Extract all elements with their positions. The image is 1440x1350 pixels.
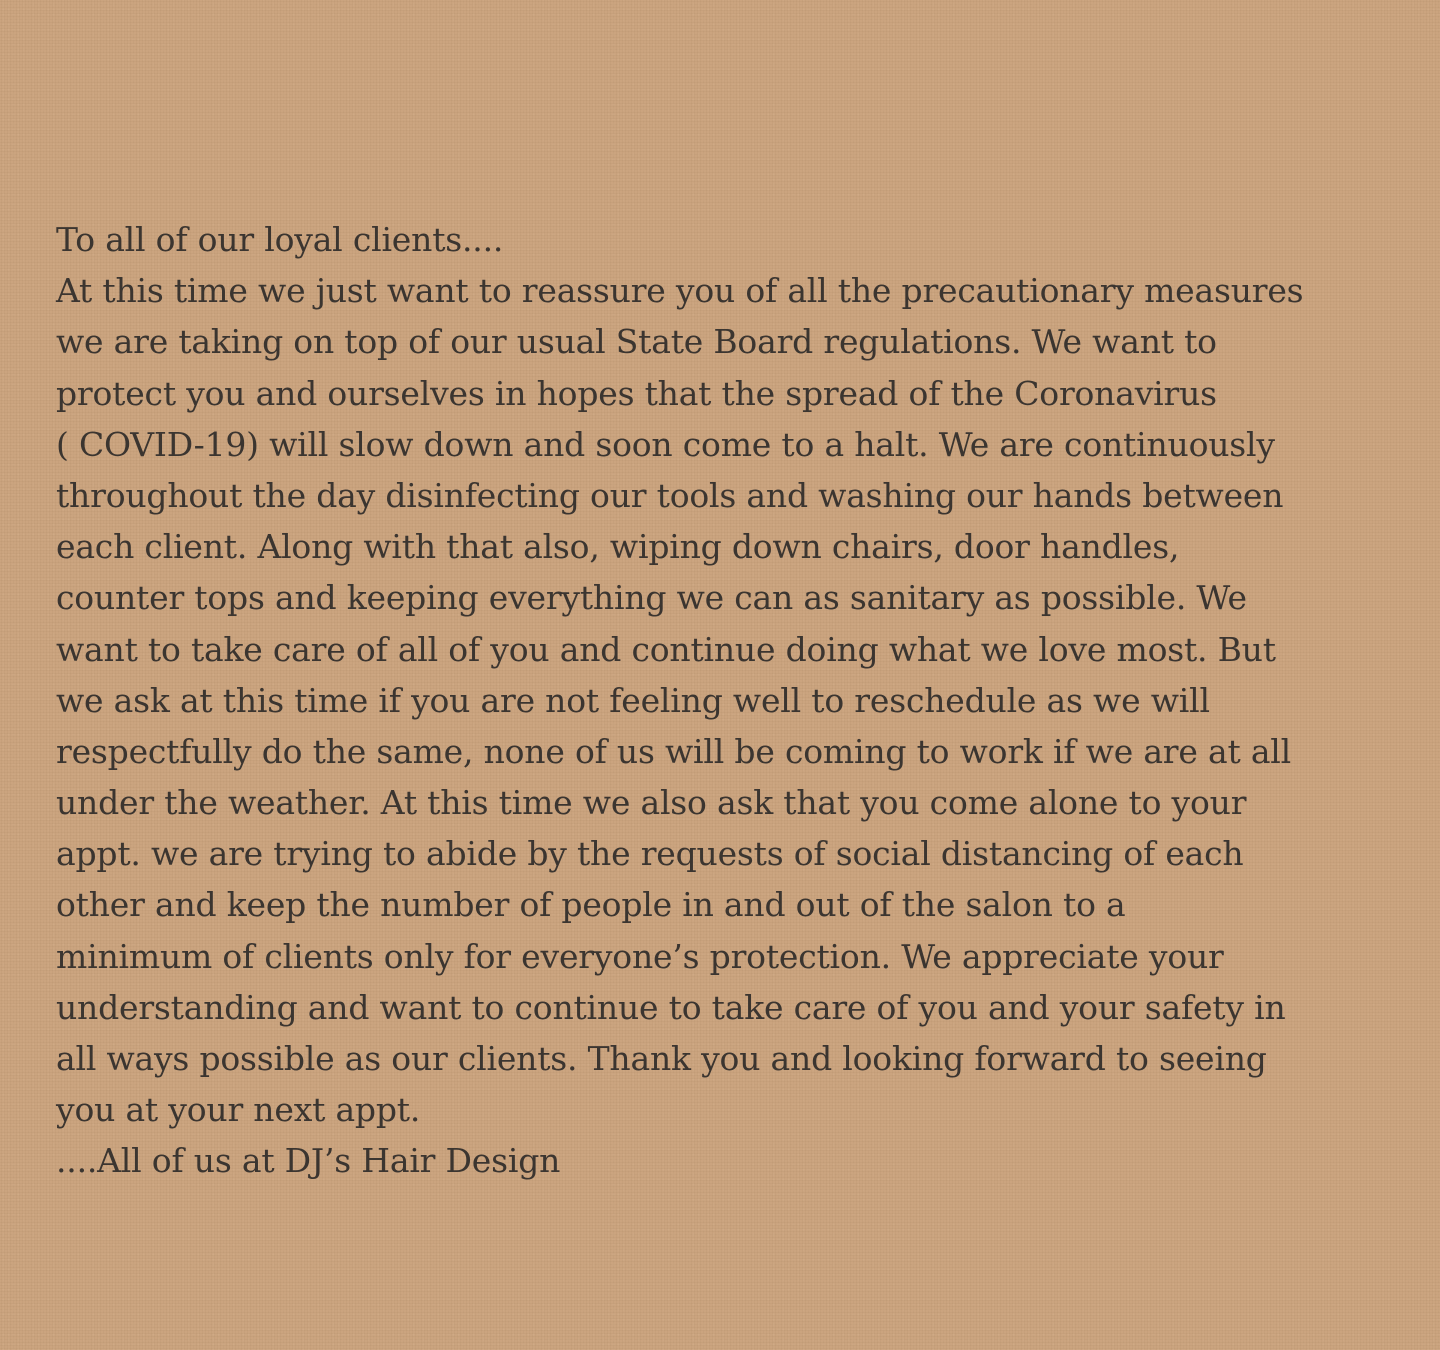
- notice-text: [56, 214, 1416, 1187]
- body-line: other and keep the number of people in and out of the salon to a: [56, 885, 1126, 925]
- body-line: each client. Along with that also, wiping down chairs, door handles,: [56, 527, 1180, 567]
- body-line: counter tops and keeping everything we can as sanitary as possible. We: [56, 578, 1247, 618]
- greeting: To all of our loyal clients....: [56, 220, 504, 259]
- body-line: want to take care of all of you and continue doing what we love most. But: [56, 629, 1276, 669]
- body-line: protect you and ourselves in hopes that the spread of the Coronavirus: [56, 373, 1217, 413]
- body-line: we are taking on top of our usual State Board regulations. We want to: [56, 322, 1217, 362]
- body-line: ( COVID-19) will slow down and soon come to a halt. We are continuously: [56, 424, 1275, 464]
- body-line: respectfully do the same, none of us will be coming to work if we are at all: [56, 731, 1292, 771]
- body-line: all ways possible as our clients. Thank you and looking forward to seeing: [56, 1039, 1267, 1078]
- signature: ....All of us at DJ’s Hair Design: [56, 1141, 561, 1181]
- body-line: we ask at this time if you are not feeling well to reschedule as we will: [56, 680, 1210, 720]
- body-line: minimum of clients only for everyone’s protection. We appreciate your: [56, 936, 1224, 976]
- body-line: under the weather. At this time we also ask that you come alone to your: [56, 783, 1247, 823]
- body-line: At this time we just want to reassure you of all the precautionary measures: [56, 271, 1304, 311]
- body-line: you at your next appt.: [56, 1090, 421, 1130]
- body-line: throughout the day disinfecting our tools and washing our hands between: [56, 475, 1284, 515]
- body-line: understanding and want to continue to take care of you and your safety in: [56, 987, 1286, 1027]
- body-line: appt. we are trying to abide by the requests of social distancing of each: [56, 834, 1244, 874]
